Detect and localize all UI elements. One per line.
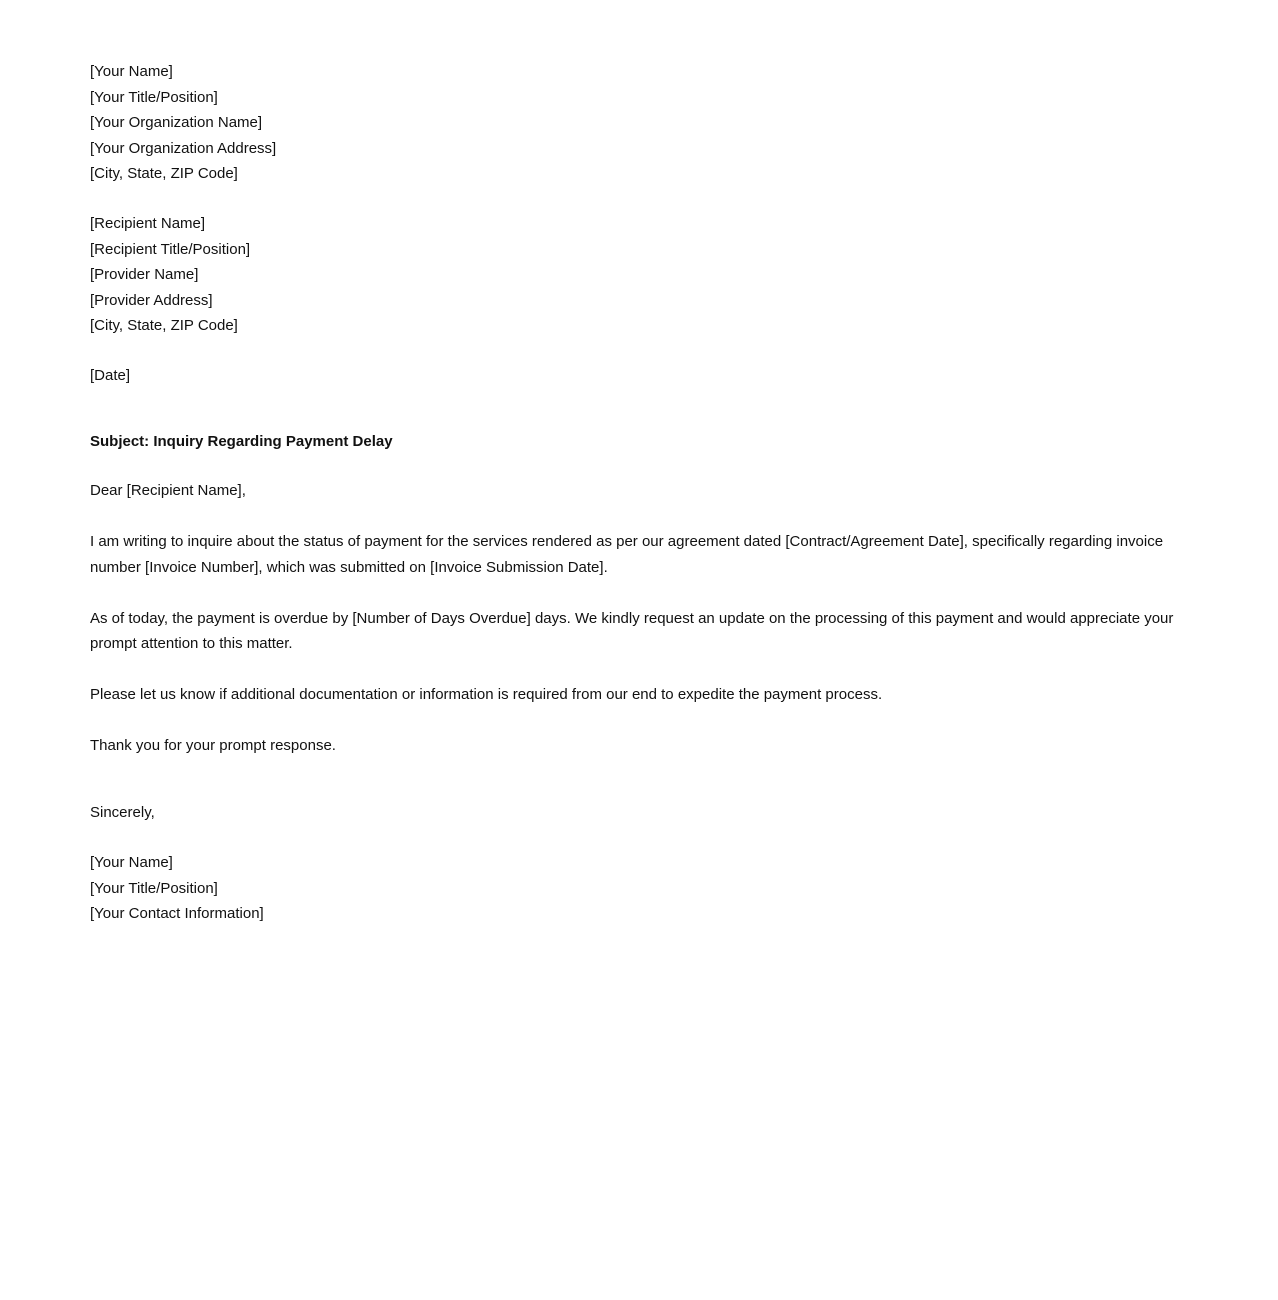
signature-block: [90, 850, 1188, 927]
sender-title: [Your Title/Position]: [90, 88, 218, 106]
provider-name: [Provider Name]: [90, 266, 199, 283]
paragraph-thank-you: Thank you for your prompt response.: [90, 737, 336, 754]
sender-address: [Your Organization Address]: [90, 139, 277, 157]
sender-address-block: [90, 59, 1188, 187]
signature-name: [Your Name]: [90, 854, 173, 871]
paragraph-documentation-request: Please let us know if additional documentation or information is required from our end to expedite the payment process.: [90, 686, 883, 703]
sender-organization: [Your Organization Name]: [90, 114, 263, 131]
recipient-name: [Recipient Name]: [90, 215, 206, 232]
salutation: Dear [Recipient Name],: [90, 482, 246, 499]
paragraph-overdue-notice: As of today, the payment is overdue by [Number of Days Overdue] days. We kindly request an update on the processing of this payment and would appreciate your prompt attention to this matter.: [90, 609, 1174, 652]
signature-contact: [Your Contact Information]: [90, 905, 264, 922]
date-line: [Date]: [90, 367, 131, 384]
sender-name: [Your Name]: [90, 63, 173, 80]
paragraph-payment-inquiry: I am writing to inquire about the status of payment for the services rendered as per our agreement dated [Contract/Agreement Date], specifically regarding invoice number [Invoice Number], which was submitted on [Invoice Submission Date].: [90, 533, 1164, 576]
recipient-city-state-zip: [City, State, ZIP Code]: [90, 317, 238, 334]
recipient-address-block: [90, 211, 1188, 339]
signature-title: [Your Title/Position]: [90, 879, 218, 897]
closing: Sincerely,: [90, 804, 155, 821]
letter-body: [90, 59, 1188, 927]
sender-city-state-zip: [City, State, ZIP Code]: [90, 165, 238, 182]
recipient-title: [Recipient Title/Position]: [90, 240, 251, 258]
subject-line: Subject: Inquiry Regarding Payment Delay: [90, 433, 393, 450]
provider-address: [Provider Address]: [90, 291, 213, 309]
